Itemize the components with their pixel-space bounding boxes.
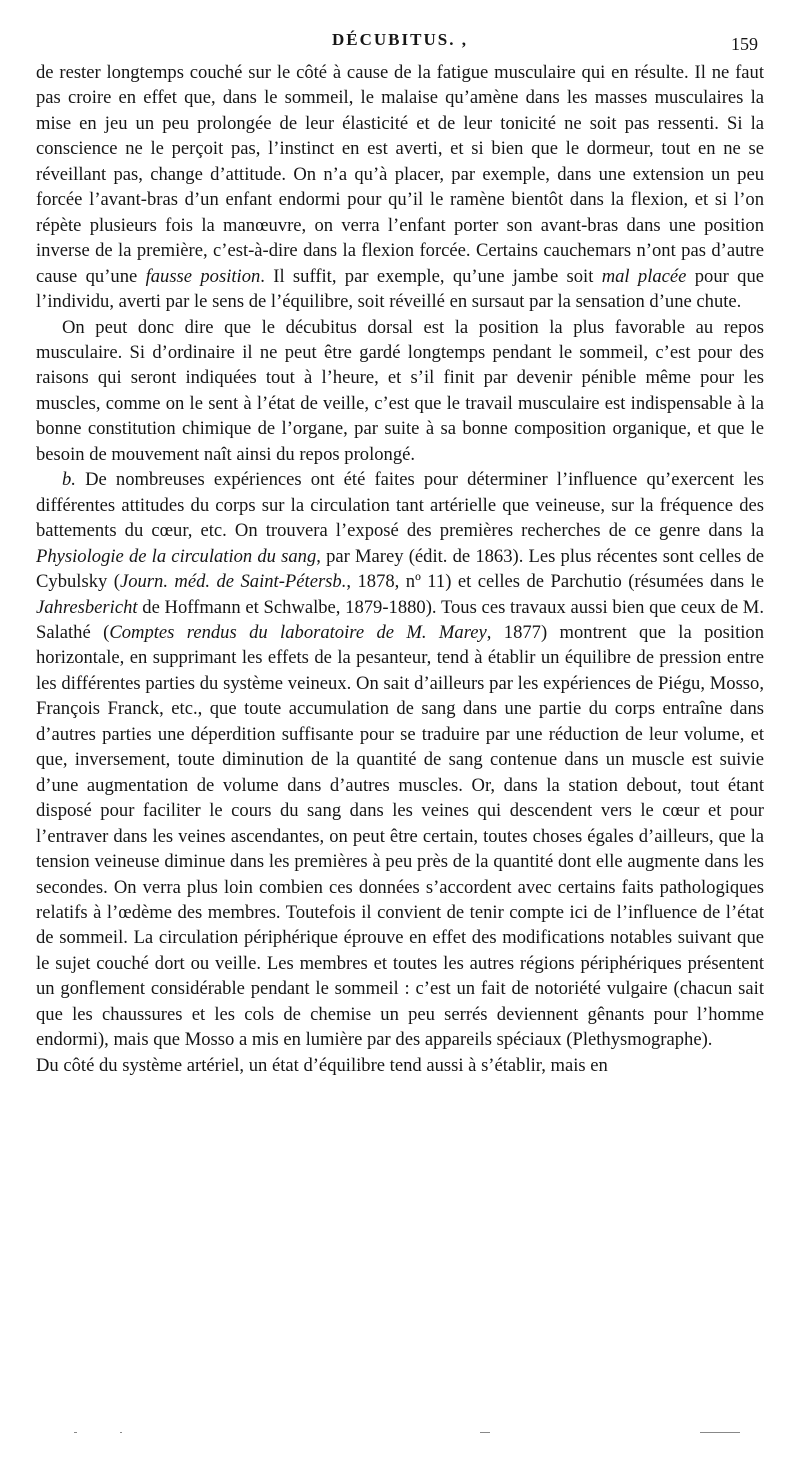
footer-print-marks: [40, 1432, 760, 1438]
italic-text: mal placée: [601, 265, 687, 287]
italic-text: fausse position: [145, 265, 261, 287]
text-run: On peut donc dire que le décubitus dorsal est la position la plus favorable au repos musculaire. Si d’ordinaire il ne peut être gardé longtemps pendant le sommeil, c’est pour des raisons qui seront indiquées tout à l’heure, et s’il finit par devenir pénible même pour les muscles, comme on le sent à l’état de veille, c’est que le travail musculaire est indispensable à la bonne constitution chimique de l’organe, par suite à sa bonne composition organique, et que le besoin de mouvement naît ainsi du repos prolongé.: [36, 316, 764, 465]
text-run: pour que l’individu, averti par le sens de l’équilibre, soit réveillé en sursaut par la sensation d’une chute.: [36, 265, 764, 313]
text-run: Du côté du système artériel, un état d’équilibre tend aussi à s’établir, mais en: [36, 1054, 608, 1076]
italic-text: b.: [62, 469, 76, 491]
text-run: , 1877) montrent que la position horizontale, en supprimant les effets de la pesanteur, tend à établir un équilibre de pression entre les différentes parties du système veineux. On sait d’ailleurs par les expériences de Piégu, Mosso, François Franck, etc., que toute accumulation de sang dans une partie du corps entraîne dans d’autres parties une déperdition suffisante pour se traduire par une réduction de leur volume, et que, inversement, toute diminution de la quantité de sang contenue dans un muscle est suivie d’une augmentation de volume dans d’autres muscles. Or, dans la station debout, tout étant disposé pour faciliter le cours du sang dans les veines qui descendent vers le cœur et pour l’entraver dans les veines ascendantes, on peut être certain, toutes choses égales d’ailleurs, que la tension veineuse diminue dans les premières à peu près de la quantité dont elle augmente dans les secondes. On verra plus loin combien ces données s’accordent avec certains faits pathologiques relatifs à l’œdème des membres. Toutefois il convient de tenir compte ici de l’influence de l’état de sommeil. La circulation périphérique éprouve en effet des modifications notables suivant que le sujet couché dort ou veille. Les membres et toutes les autres régions périphériques présentent un gonflement considérable pendant le sommeil : c’est un fait de notoriété vulgaire (chacun sait que les chaussures et les cols de chemise un peu serrés deviennent gênants pour l’homme endormi), mais que Mosso a mis en lumière par des appareils spéciaux (Plethysmographe).: [36, 621, 765, 1051]
text-run: de Hoffmann et Schwalbe, 1879-1880). Tous ces travaux aussi bien que ceux de M. Salathé (: [36, 596, 764, 643]
italic-text: Comptes rendus du laboratoire de M. Marey: [109, 621, 487, 643]
text-run: . Il suffit, par exemple, qu’une jambe soit: [260, 265, 602, 287]
paragraph: [36, 315, 764, 468]
text-run: De nombreuses expériences ont été faites pour déterminer l’influence qu’exercent les différentes attitudes du corps sur la circulation tant artérielle que veineuse, sur la fréquence des battements du cœur, etc. On trouvera l’exposé des premières recherches de ce genre dans la: [36, 469, 764, 542]
page-header: [40, 30, 760, 56]
italic-text: Journ. méd. de Saint-Pétersb.: [119, 571, 347, 593]
italic-text: Physiologie de la circulation du sang: [36, 545, 317, 567]
text-run: , par Marey (édit. de 1863). Les plus récentes sont celles de Cybulsky (: [36, 545, 764, 593]
page-number: 159: [731, 34, 758, 54]
body-text: [36, 60, 764, 1078]
paragraph: [36, 467, 764, 1052]
paragraph: [36, 60, 764, 315]
paragraph: [36, 1053, 764, 1078]
running-head: DÉCUBITUS. ,: [332, 30, 468, 49]
text-run: , 1878, nº 11) et celles de Parchutio (résumées dans le: [346, 571, 764, 593]
text-run: de rester longtemps couché sur le côté à cause de la fatigue musculaire qui en résulte. Il ne faut pas croire en effet que, dans le sommeil, le malaise qu’amène dans les masses musculaires la mise en jeu un peu prolongée de leur élasticité et de leur tonicité ne soit pas ressenti. Si la conscience ne le perçoit pas, l’instinct en est averti, et si bien que le dormeur, tout en ne se réveillant pas, change d’attitude. On n’a qu’à placer, par exemple, dans une extension un peu forcée l’avant-bras d’un enfant endormi pour qu’il le ramène bientôt dans la flexion, et si l’on répète plusieurs fois la manœuvre, on verra l’enfant porter son avant-bras dans une position inverse de la première, c’est-à-dire dans la flexion forcée. Certains cauchemars n’ont pas d’autre cause qu’une: [36, 62, 764, 287]
italic-text: Jahresbericht: [36, 596, 138, 618]
